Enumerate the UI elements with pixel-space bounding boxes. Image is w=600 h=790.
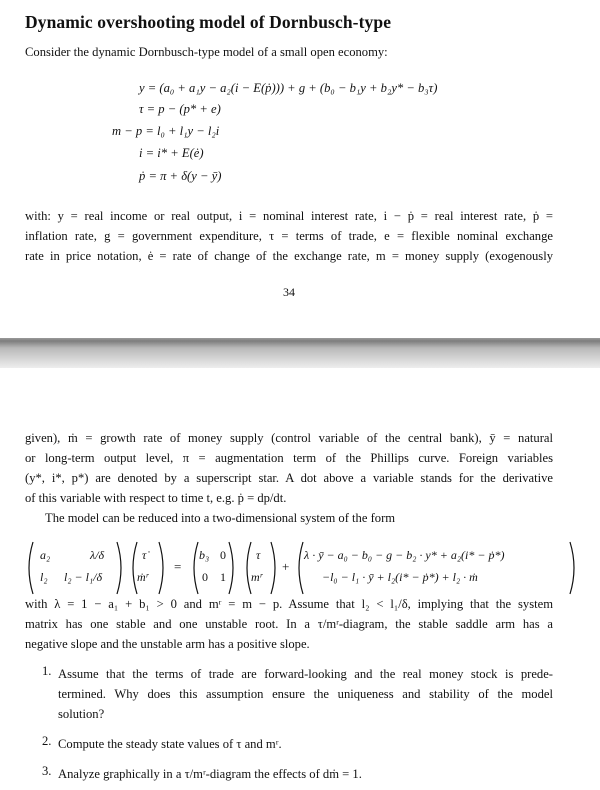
question-text: termined. Why does this assumption ensure the uniqueness and stability of the model [58,687,553,701]
equation-terms-of-trade: τ = p − (p* + e) [139,102,221,116]
right-paren [270,540,280,596]
question-text: solution? [58,707,105,721]
left-paren [189,540,199,596]
matrix-a-cell: l₂ − l₁/δ [64,570,103,584]
left-paren [24,540,34,596]
text-line: of this variable with respect to time t, e.g. ṗ = dp/dt. [25,491,287,505]
page-separator [0,338,600,368]
matrix-a-cell: a₂ [40,548,51,562]
constant-vector-cell: λ · ȳ − a₀ − b₀ − g − b₂ · y* + a₂(i* − ṗ*) [304,548,505,562]
matrix-a-cell: l₂ [40,570,48,584]
reduce-text: The model can be reduced into a two-dimensional system of the form [45,511,396,525]
text-line: given), ṁ = growth rate of money supply (control variable of the central bank), ȳ = natural [25,431,553,445]
page-title: Dynamic overshooting model of Dornbusch-type [25,12,392,32]
intro-text: Consider the dynamic Dornbusch-type model of a small open economy: [25,45,388,59]
left-paren [294,540,304,596]
matrix-a-cell: λ/δ [90,548,105,562]
vector-cell: τ [256,548,261,562]
equation-output: y = (a₀ + a₁y − a₂(i − E(ṗ))) + g + (b₀ − b₁y + b₂y* − b₃τ) [139,81,438,95]
equation-phillips-curve: ṗ = π + δ(y − ȳ) [139,169,222,183]
question-number: 3. [42,764,52,778]
text-line: (y*, i*, p*) are denoted by a superscript star. A dot above a variable stands for the derivative [25,471,553,485]
matrix-b-cell: 1 [220,570,226,584]
plus-sign: + [282,559,290,574]
question-text: Compute the steady state values of τ and mʳ. [58,737,282,751]
left-paren [242,540,252,596]
text-line: with: y = real income or real output, i = nominal interest rate, i − ṗ = real interest rate, ṗ = [25,209,553,223]
right-paren [158,540,168,596]
right-paren [569,540,579,596]
right-paren [228,540,238,596]
left-paren [128,540,138,596]
constant-vector-cell: −l₀ − l₁ · ȳ + l₂(i* − ṗ*) + l₂ · ṁ [322,570,478,584]
vector-cell: ṁʳ [137,570,149,584]
question-number: 2. [42,734,52,748]
equation-money-market: m − p = l₀ + l₁y − l₂i [112,124,220,138]
text-line: matrix has one stable and one unstable root. In a τ/mʳ-diagram, the stable saddle arm has a [25,617,553,631]
text-line: inflation rate, g = government expenditure, τ = terms of trade, e = flexible nominal exchange [25,229,553,243]
equals-sign: = [174,559,182,574]
vector-cell: mʳ [251,570,263,584]
text-line: with λ = 1 − a₁ + b₁ > 0 and mʳ = m − p. Assume that l₂ < l₁/δ, implying that the system [25,597,553,611]
matrix-equation [24,540,584,596]
equation-interest-parity: i = i* + E(ė) [139,146,204,160]
page-number: 34 [283,285,295,299]
right-paren [116,540,126,596]
matrix-b-cell: 0 [220,548,226,562]
text-line: rate in price notation, ė = rate of change of the exchange rate, m = money supply (exogenously [25,249,553,263]
text-line: negative slope and the unstable arm has a positive slope. [25,637,310,651]
question-text: Analyze graphically in a τ/mʳ-diagram the effects of dṁ = 1. [58,767,362,781]
text-line: or long-term output level, π = augmentation term of the Phillips curve. Foreign variables [25,451,553,465]
question-number: 1. [42,664,52,678]
matrix-b-cell: 0 [202,570,208,584]
vector-cell: τ̇ [142,548,147,562]
matrix-b-cell: b₃ [199,548,210,562]
question-text: Assume that the terms of trade are forward-looking and the real money stock is prede- [58,667,553,681]
